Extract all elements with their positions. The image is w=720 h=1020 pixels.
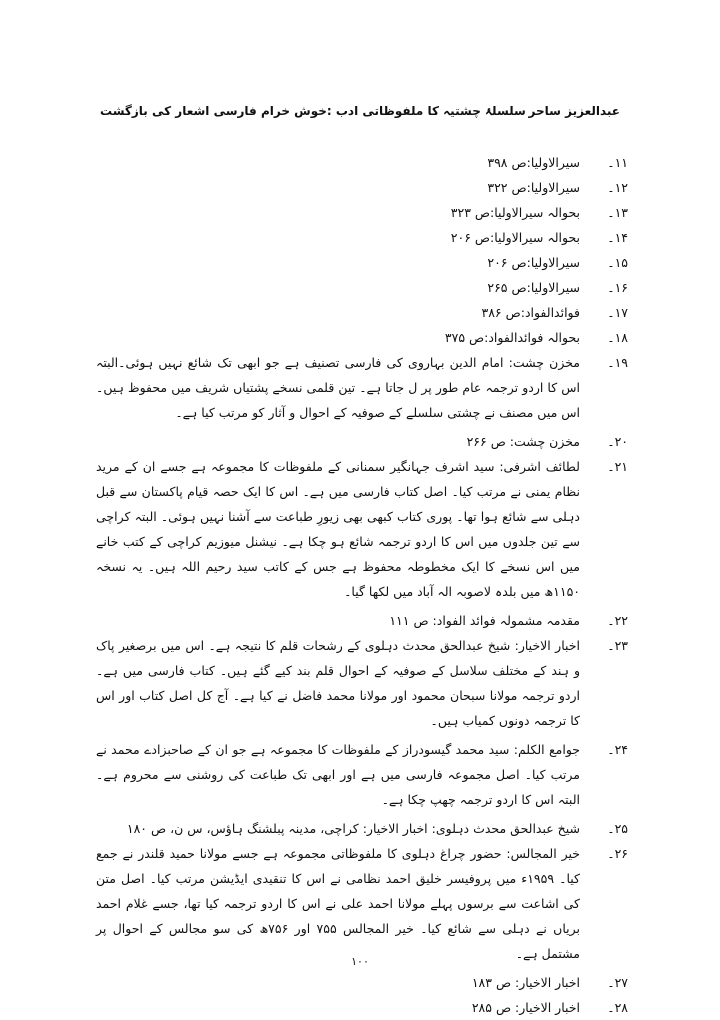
endnote-number: ۱۵۔ bbox=[607, 255, 628, 270]
endnote-text: مقدمہ مشمولہ فوائد الفواد: ص ۱۱۱ bbox=[389, 613, 580, 628]
endnote-text: مخزن چشت: ص ۲۶۶ bbox=[466, 434, 580, 449]
running-header bbox=[100, 104, 620, 118]
endnote-number: ۲۱۔ bbox=[607, 459, 628, 474]
endnote-text: اخبار الاخیار: شیخ عبدالحق محدث دہلوی کے رشحات قلم کا نتیجہ ہے۔ اس میں برصغیر پاک و ہند کے مختلف سلاسل کے صوفیہ کے احوال قلم بند کیے گئے ہیں۔ کتاب فارسی میں ہے۔ اردو ترجمہ مولانا سبحان محمود اور مولانا محمد فاضل نے کیا ہے۔ آج کل اصل کتاب اور اس کا ترجمہ دونوں کمیاب ہیں۔ bbox=[96, 638, 580, 728]
endnote-number: ۱۶۔ bbox=[607, 280, 628, 295]
endnote-text: سیرالاولیا:ص ۲۶۵ bbox=[487, 280, 580, 295]
endnote-item bbox=[96, 200, 628, 225]
endnote-item bbox=[96, 300, 628, 325]
endnote-item bbox=[96, 150, 628, 175]
endnote-number: ۱۹۔ bbox=[607, 355, 628, 370]
endnote-number: ۲۳۔ bbox=[607, 638, 628, 653]
endnote-text: سیرالاولیا:ص ۳۹۸ bbox=[487, 155, 580, 170]
endnote-number: ۱۴۔ bbox=[607, 230, 628, 245]
endnote-text: لطائف اشرفی: سید اشرف جہانگیر سمنانی کے ملفوظات کا مجموعہ ہے جسے ان کے مرید نظام یمنی نے مرتب کیا۔ اصل کتاب فارسی میں ہے۔ اس کا ایک حصہ قیام پاکستان سے قبل دہلی سے شائع ہوا تھا۔ پوری کتاب کبھی بھی زیورِ طباعت سے آشنا نہیں ہوئی۔ البتہ کراچی سے تین جلدوں میں اس کا اردو ترجمہ شائع ہو چکا ہے۔ نیشنل میوزیم کراچی کے کتب خانے میں اس نسخے کا ایک مخطوطہ محفوظ ہے جس کے کاتب سید رحیم اللہ ہیں۔ یہ نسخہ ۱۱۵۰ھ میں بلدہ لاصوبہ الہ آباد میں لکھا گیا۔ bbox=[96, 459, 580, 599]
endnote-text: سیرالاولیا:ص ۲۰۶ bbox=[487, 255, 580, 270]
header-author: عبدالعزیز ساحر bbox=[528, 104, 620, 118]
endnote-number: ۱۲۔ bbox=[607, 180, 628, 195]
endnote-number: ۱۳۔ bbox=[607, 205, 628, 220]
endnote-item bbox=[96, 454, 628, 604]
endnote-item bbox=[96, 841, 628, 966]
endnote-text: بحوالہ سیرالاولیا:ص ۳۲۳ bbox=[450, 205, 580, 220]
endnote-text: بحوالہ سیرالاولیا:ص ۲۰۶ bbox=[450, 230, 580, 245]
endnote-number: ۲۴۔ bbox=[607, 742, 628, 757]
endnote-number: ۲۰۔ bbox=[607, 434, 628, 449]
endnote-number: ۱۸۔ bbox=[607, 330, 628, 345]
endnote-number: ۲۲۔ bbox=[607, 613, 628, 628]
endnote-item bbox=[96, 350, 628, 425]
endnote-item bbox=[96, 633, 628, 733]
endnote-text: فوائدالفواد:ص ۳۸۶ bbox=[481, 305, 580, 320]
endnote-number: ۱۱۔ bbox=[607, 155, 628, 170]
endnote-number: ۲۶۔ bbox=[607, 846, 628, 861]
endnote-number: ۲۷۔ bbox=[607, 975, 628, 990]
endnote-text: مخزن چشت: امام الدین بہاروی کی فارسی تصنیف ہے جو ابھی تک شائع نہیں ہوئی۔البتہ اس کا اردو ترجمہ عام طور پر ل جاتا ہے۔ تین قلمی نسخے پشتیاں شریف میں محفوظ ہیں۔ اس میں مصنف نے چشتی سلسلے کے صوفیہ کے احوال و آثار کو مرتب کیا ہے۔ bbox=[96, 355, 580, 420]
endnote-item bbox=[96, 429, 628, 454]
endnote-text: اخبار الاخیار: ص ۱۸۳ bbox=[471, 975, 580, 990]
endnote-text: سیرالاولیا:ص ۳۲۲ bbox=[487, 180, 580, 195]
endnote-text: بحوالہ فوائدالفواد:ص ۳۷۵ bbox=[444, 330, 580, 345]
endnote-number: ۲۸۔ bbox=[607, 1000, 628, 1015]
endnote-text: شیخ عبدالحق محدث دہلوی: اخبار الاخیار: کراچی، مدینہ پبلشنگ ہاؤس، س ن، ص ۱۸۰ bbox=[126, 821, 580, 836]
endnote-text: جوامع الکلم: سید محمد گیسودراز کے ملفوظات کا مجموعہ ہے جو ان کے صاحبزادے محمد نے مرتب کیا۔ اصل مجموعہ فارسی میں ہے اور ابھی تک طباعت کی روشنی سے محروم ہے۔ البتہ اس کا اردو ترجمہ چھپ چکا ہے۔ bbox=[96, 742, 580, 807]
endnote-item bbox=[96, 325, 628, 350]
endnote-number: ۱۷۔ bbox=[607, 305, 628, 320]
endnote-item bbox=[96, 175, 628, 200]
endnote-item bbox=[96, 250, 628, 275]
header-title: سلسلۂ چشتیہ کا ملفوظاتی ادب :خوش خرام فارسی اشعار کی بازگشت bbox=[100, 104, 526, 118]
endnote-item bbox=[96, 816, 628, 841]
endnote-item bbox=[96, 608, 628, 633]
endnote-text: اخبار الاخیار: ص ۲۸۵ bbox=[471, 1000, 580, 1015]
page-number: ۱۰۰ bbox=[351, 955, 369, 968]
endnote-item bbox=[96, 970, 628, 995]
endnote-item bbox=[96, 275, 628, 300]
endnotes-list bbox=[96, 150, 628, 1020]
endnote-number: ۲۵۔ bbox=[607, 821, 628, 836]
endnote-item bbox=[96, 737, 628, 812]
endnote-item bbox=[96, 225, 628, 250]
endnote-text: خیر المجالس: حضور چراغ دہلوی کا ملفوظاتی مجموعہ ہے جسے مولانا حمید قلندر نے جمع کیا۔ ۱۹۵۹ء میں پروفیسر خلیق احمد نظامی نے اس کا تنقیدی ایڈیشن مرتب کیا۔ اصل متن کی اشاعت سے برسوں پہلے مولانا احمد علی نے اس کا اردو ترجمہ کیا تھا، جسے غلام احمد بریاں نے دہلی سے شائع کیا۔ خیر المجالس ۷۵۵ اور ۷۵۶ھ کی سو مجالس کے احوال پر مشتمل ہے۔ bbox=[96, 846, 580, 961]
